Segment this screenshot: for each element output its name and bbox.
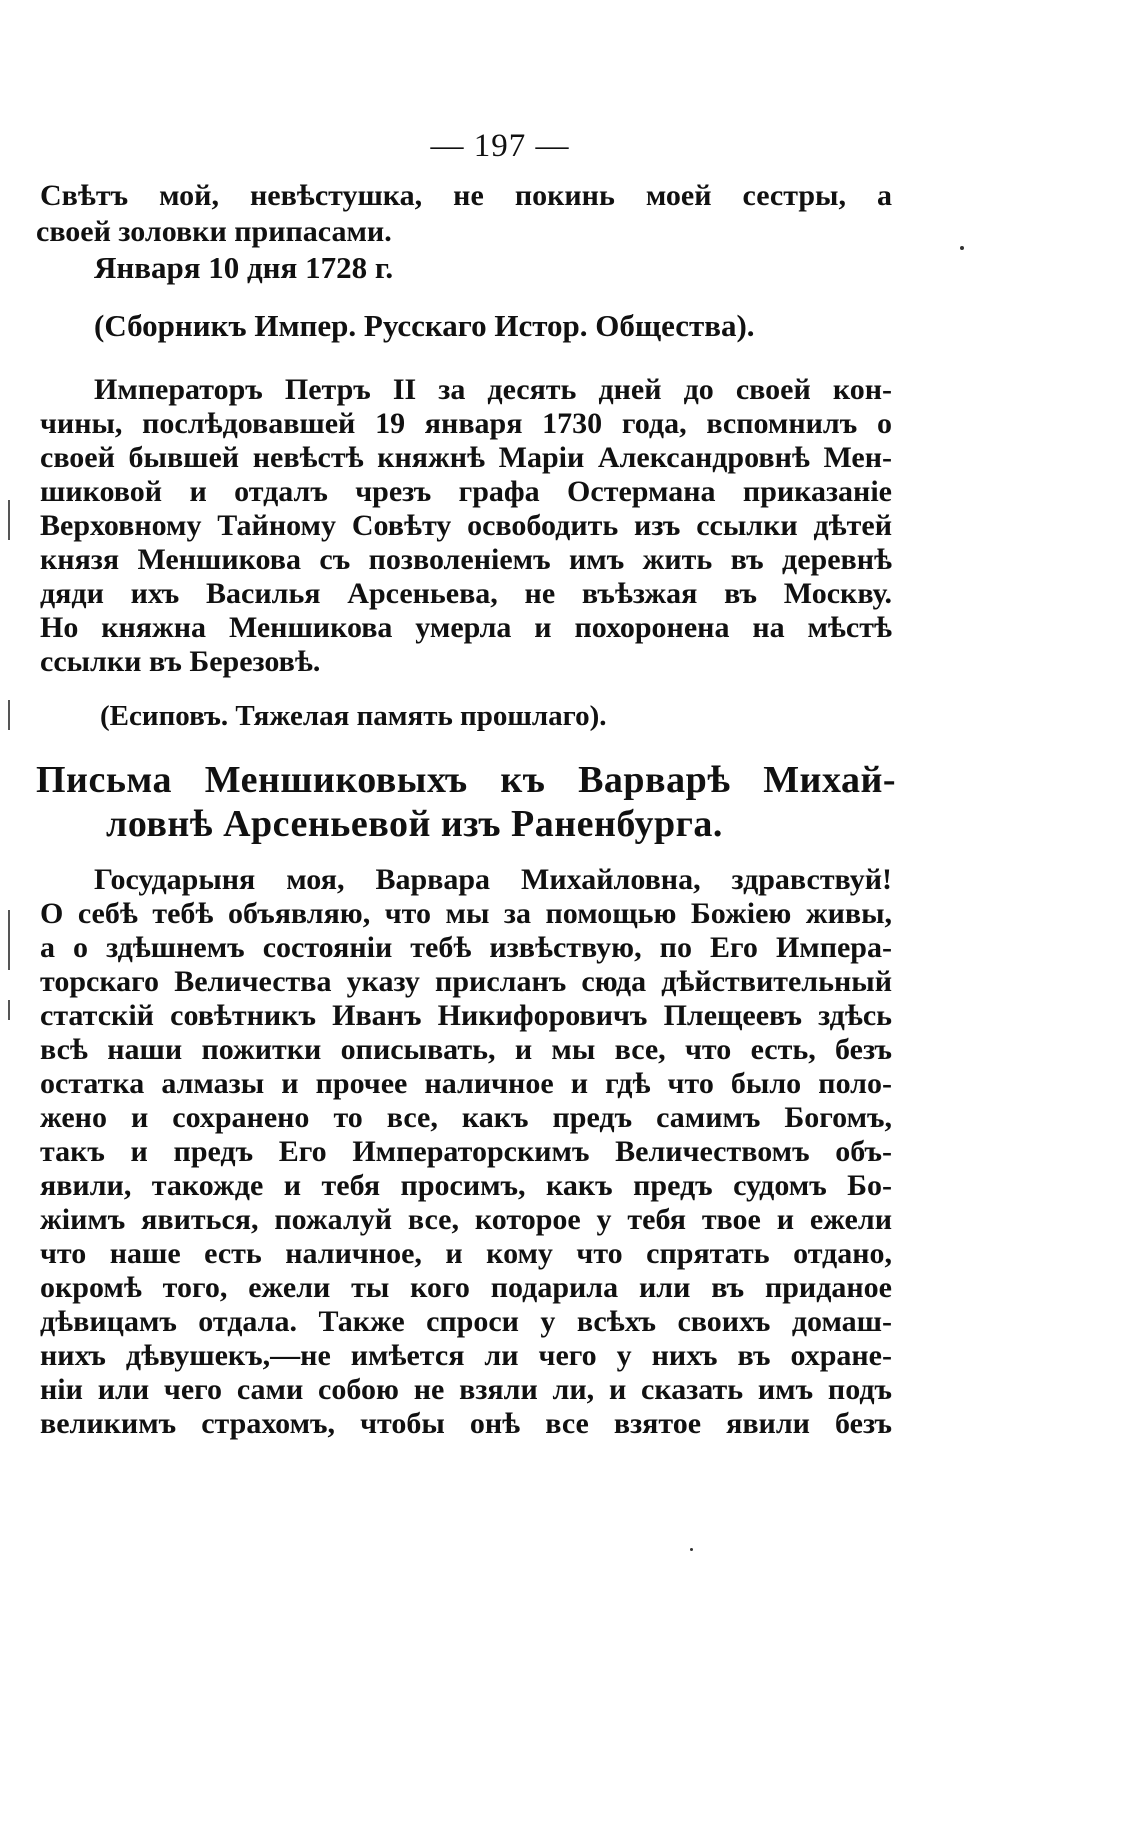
text-line: такъ и предъ Его Императорскимъ Величествомъ объ-	[40, 1135, 892, 1168]
text-line: Верховному Тайному Совѣту освободить изъ ссылки дѣтей	[40, 509, 892, 542]
scan-speck	[960, 246, 964, 250]
text-line: окромѣ того, ежели ты кого подарила или въ приданое	[40, 1271, 892, 1304]
text-line: Но княжна Меншикова умерла и похоронена на мѣстѣ	[40, 611, 892, 644]
source-citation: (Есиповъ. Тяжелая память прошлаго).	[100, 700, 607, 732]
text-line: что наше есть наличное, и кому что спрятать отдано,	[40, 1237, 892, 1270]
section-heading-line-2: ловнѣ Арсеньевой изъ Раненбурга.	[106, 803, 723, 845]
text-line: чины, послѣдовавшей 19 января 1730 года, вспомнилъ о	[40, 407, 892, 440]
scan-margin-mark	[8, 500, 10, 540]
scan-margin-mark	[8, 700, 10, 730]
text-line: дѣвицамъ отдала. Также спроси у всѣхъ своихъ домаш-	[40, 1305, 892, 1338]
text-line: дяди ихъ Василья Арсеньева, не въѣзжая въ Москву.	[40, 577, 892, 610]
text-line: своей бывшей невѣстѣ княжнѣ Маріи Александровнѣ Мен-	[40, 441, 892, 474]
text-line: явили, такожде и тебя просимъ, какъ предъ судомъ Бо-	[40, 1169, 892, 1202]
text-line: торскаго Величества указу присланъ сюда дѣйствительный	[40, 965, 892, 998]
section-heading-line-1: Письма Меншиковыхъ къ Варварѣ Михай-	[36, 759, 896, 801]
date-line: Января 10 дня 1728 г.	[94, 250, 394, 285]
text-line: Государыня моя, Варвара Михайловна, здравствуй!	[94, 863, 892, 896]
text-line: Свѣтъ мой, невѣстушка, не покинь моей сестры, а	[40, 179, 892, 212]
text-line: нихъ дѣвушекъ,—не имѣется ли чего у нихъ въ охране-	[40, 1339, 892, 1372]
scan-margin-mark	[8, 910, 10, 970]
text-line: всѣ наши пожитки описывать, и мы все, что есть, безъ	[40, 1033, 892, 1066]
text-line: жено и сохранено то все, какъ предъ самимъ Богомъ,	[40, 1101, 892, 1134]
text-line: остатка алмазы и прочее наличное и гдѣ что было поло-	[40, 1067, 892, 1100]
text-line: ніи или чего сами собою не взяли ли, и сказать имъ подъ	[40, 1373, 892, 1406]
page-number: — 197 —	[430, 128, 570, 164]
text-line: а о здѣшнемъ состояніи тебѣ извѣствую, по Его Импера-	[40, 931, 892, 964]
text-line: князя Меншикова съ позволеніемъ имъ жить въ деревнѣ	[40, 543, 892, 576]
text-line: Императоръ Петръ II за десять дней до своей кон-	[94, 373, 892, 406]
text-line: шиковой и отдалъ чрезъ графа Остермана приказаніе	[40, 475, 892, 508]
source-citation: (Сборникъ Импер. Русскаго Истор. Общества).	[94, 308, 755, 343]
text-line: О себѣ тебѣ объявляю, что мы за помощью Божіею живы,	[40, 897, 892, 930]
scan-margin-mark	[8, 1000, 10, 1020]
text-line: статскій совѣтникъ Иванъ Никифоровичъ Плещеевъ здѣсь	[40, 999, 892, 1032]
text-line: жіимъ явиться, пожалуй все, которое у тебя твое и ежели	[40, 1203, 892, 1236]
text-line: своей золовки припасами.	[36, 215, 392, 248]
text-line: великимъ страхомъ, чтобы онѣ все взятое явили безъ	[40, 1407, 892, 1440]
scan-speck	[690, 1548, 693, 1551]
text-line: ссылки въ Березовѣ.	[40, 645, 321, 678]
